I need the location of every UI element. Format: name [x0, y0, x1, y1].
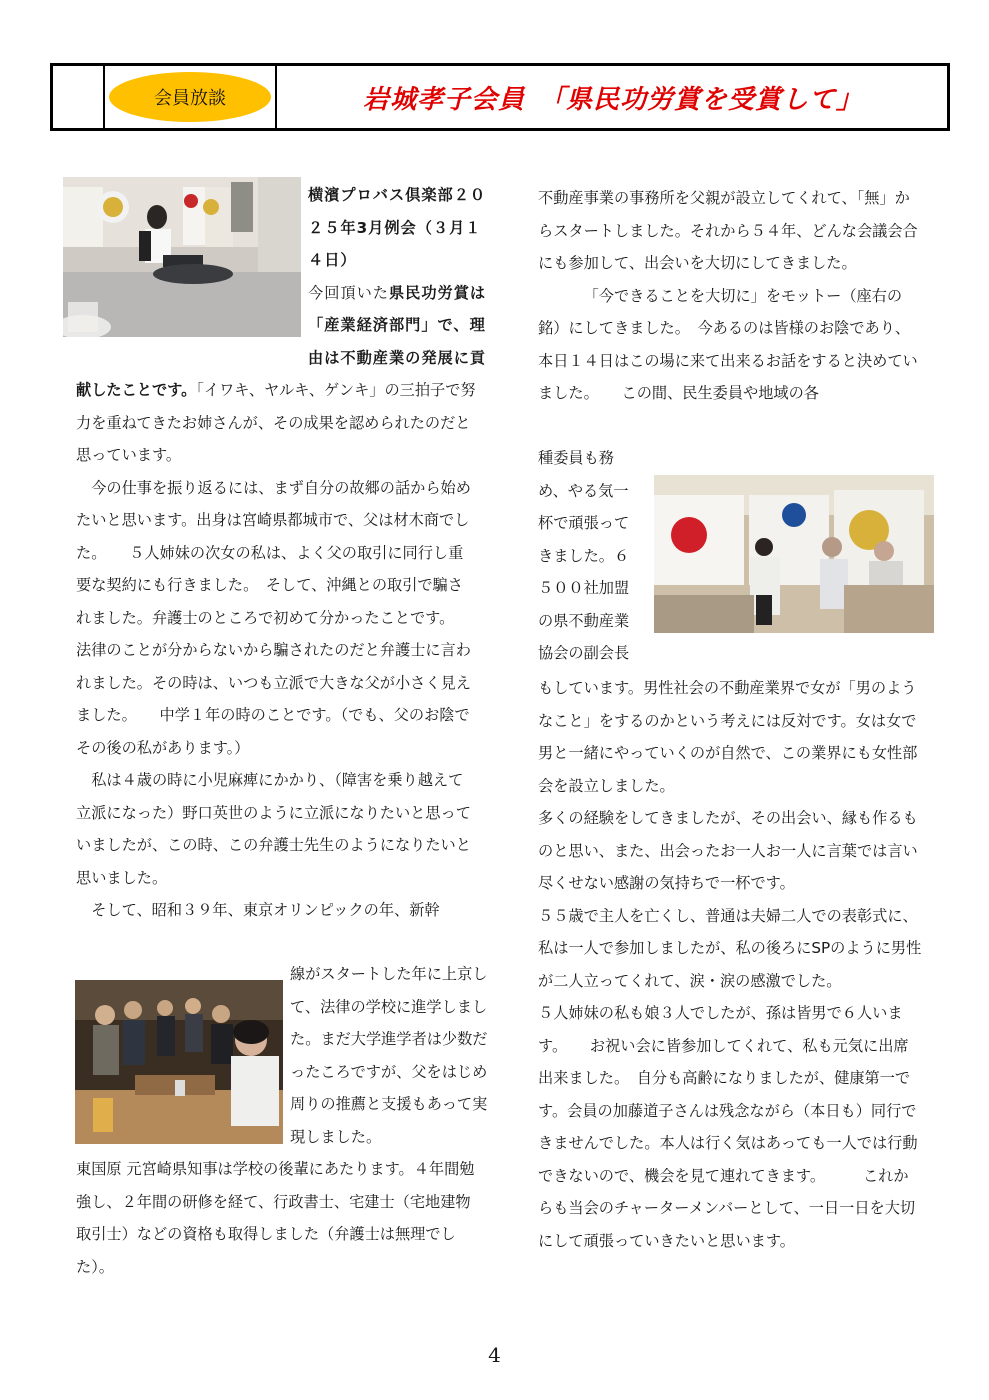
paragraph-motto: 「今できることを大切に」をモットー（座右の銘）にしてきました。 今あるのは皆様のお陰であり、本日１４日はこの場に来て出来るお話をすると決めていました。 この間、民生委員や地域の各	[538, 286, 918, 402]
para1-bold-end: 献したことです。	[76, 381, 197, 399]
paragraph-school: 東国原 元宮崎県知事は学校の後輩にあたります。４年間勉強し、２年間の研修を経て、行政書士、宅建士（宅地建物取引士）などの資格も取得しました（弁護士は無理でした）。	[76, 1160, 475, 1276]
side-line-6: の県不動産業	[538, 611, 630, 630]
photo-meeting-room	[654, 475, 934, 633]
para1-continuation	[76, 374, 476, 472]
left-column-bottom	[76, 1153, 476, 1283]
paragraph-office: 不動産事業の事務所を父親が設立してくれて、「無」からスタートしました。それから５４年、どんな会議会合にも参加して、出会いを大切にしてきました。	[538, 189, 918, 272]
lead-line-1: 横濱プロバス倶楽部２０	[308, 186, 487, 204]
lead-line-3: ４日）	[308, 251, 357, 269]
paragraph-family: ５人姉妹の私も娘３人でしたが、孫は皆男で６人います。 お祝い会に皆参加してくれて、私も元気に出席出来ました。 自分も高齢になりましたが、健康第一です。会員の加藤道子さんは残念ながら（本日も）同行できませんでした。本人は行く気はあっても一人では行動できないので、機会を見て連れてきます。 これからも当会のチャーターメンバーとして、一日一日を大切にして頑張っていきたいと思います。	[538, 1004, 918, 1250]
paragraph-ceremony: ５５歳で主人を亡くし、普通は夫婦二人での表彰式に、私は一人で参加しましたが、私の後ろにSPのように男性が二人立ってくれて、涙・涙の感激でした。	[538, 906, 922, 990]
category-badge: 会員放談	[109, 72, 271, 122]
page-number: 4	[488, 1343, 501, 1367]
para1-line-3: 由は不動産業の発展に貢	[308, 348, 487, 367]
paragraph-tokyo-side: 線がスタートした年に上京して、法律の学校に進学しました。まだ大学進学者は少数だったころですが、父をはじめ周りの推薦と支援もあって実現しました。	[290, 965, 488, 1146]
lead-line-2: ２５年3月例会（３月１	[308, 218, 482, 237]
para1-first-line	[308, 277, 490, 310]
left-column-top	[308, 179, 490, 374]
photo-speaker-seated	[63, 177, 301, 337]
article-title: 岩城孝子会員 「県民功労賞を受賞して」	[362, 84, 863, 115]
right-column-beside-photo	[538, 442, 648, 670]
side-line-4: きました。６	[538, 546, 630, 565]
para1-award: 県民功労賞は	[388, 283, 487, 302]
photo-celebration-party	[75, 980, 283, 1144]
header-badge-cell	[105, 66, 277, 128]
side-line-5: ５００社加盟	[538, 579, 630, 597]
left-column-beside-photo	[290, 958, 492, 1153]
side-line-3: 杯で頑張って	[538, 514, 630, 532]
paragraph-hometown: 今の仕事を振り返るには、まず自分の故郷の話から始めたいと思います。出身は宮崎県都城市で、父は材木商でした。 ５人姉妹の次女の私は、よく父の取引に同行し重要な契約にも行きました。 そして、沖縄との取引で騙されました。弁護士のところで初めて分かったことです。 法律のことが分からないから騙されたのだと弁護士に言われました。その時は、いつも立派で大きな父が小さく見えました。 中学１年の時のことです。（でも、父のお陰でその後の私があります。）	[76, 478, 478, 757]
paragraph-polio: 私は４歳の時に小児麻痺にかかり、（障害を乗り越えて立派になった）野口英世のように立派になりたいと思っていましたが、この時、この弁護士先生のようになりたいと思いました。	[76, 771, 471, 887]
article-header	[50, 63, 950, 131]
paragraph-tokyo: そして、昭和３９年、東京オリンピックの年、新幹	[91, 901, 440, 919]
paragraph-gratitude: 多くの経験をしてきましたが、その出会い、縁も作るものと思い、また、出会ったお一人お一人に言葉では言い尽くせない感謝の気持ちで一杯です。	[538, 809, 918, 892]
paragraph-women-section: もしています。男性社会の不動産業界で女が「男のようなこと」をするのかという考えには反対です。女は女で男と一緒にやっていくのが自然で、この業界にも女性部会を設立しました。	[538, 679, 918, 795]
right-column-top	[538, 182, 922, 410]
right-column-body	[538, 672, 922, 1257]
side-line-7: 協会の副会長	[538, 644, 630, 662]
para1-line-2: 「産業経済部門」で、理	[308, 316, 486, 334]
header-blank-cell	[53, 66, 105, 128]
para1-intro: 今回頂いた	[308, 283, 389, 302]
left-column-body	[76, 374, 476, 927]
side-line-2: め、やる気一	[538, 481, 629, 500]
para1-rest: 「イワキ、ヤルキ、ゲンキ」の三拍子で努力を重ねてきたお姉さんが、その成果を認められたのだと思っています。	[76, 381, 476, 464]
side-line-1: 種委員も務	[538, 449, 614, 467]
